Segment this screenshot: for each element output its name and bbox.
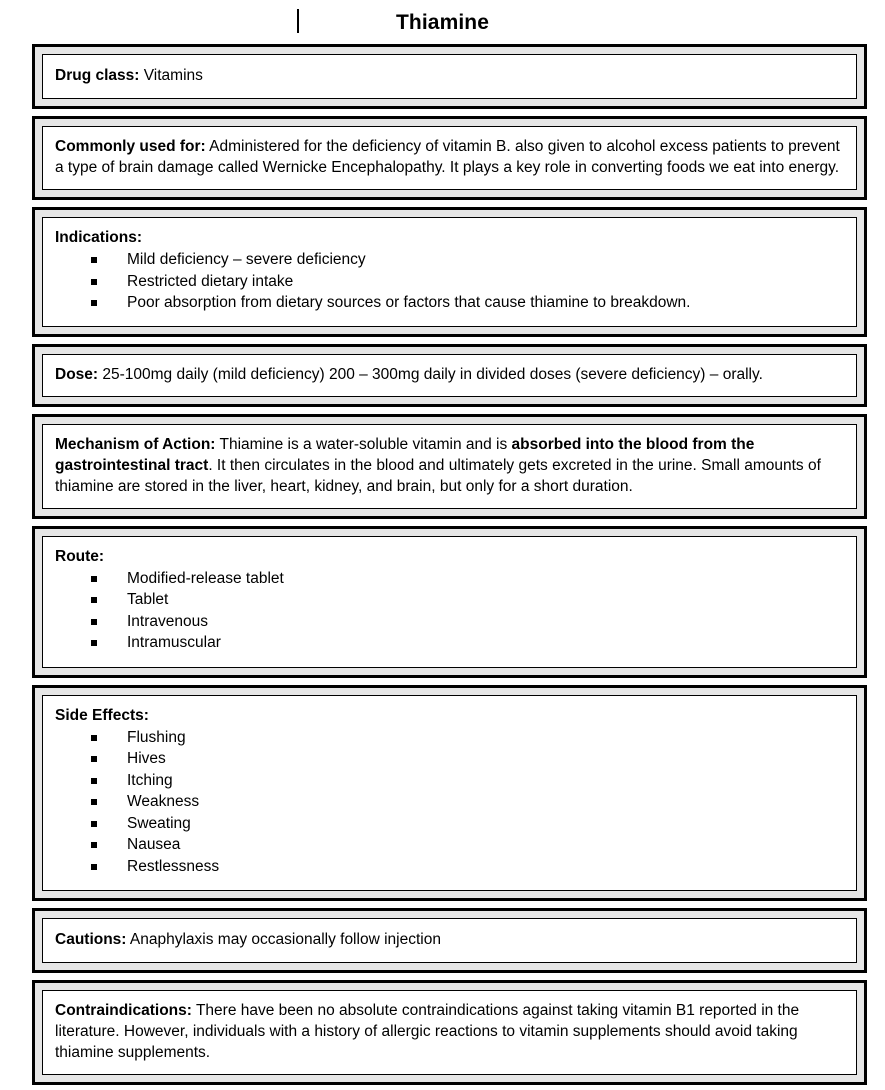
section-indications: [32, 207, 867, 337]
section-cautions-body: [42, 918, 857, 963]
list-item-label: Flushing: [127, 728, 186, 746]
bullet-square-icon: [91, 597, 97, 603]
bullet-square-icon: [91, 279, 97, 285]
list-item-label: Intramuscular: [127, 634, 221, 651]
list-item: [55, 856, 844, 878]
dose-value: 25-100mg daily (mild deficiency) 200 – 300mg daily in divided doses (severe deficiency) – orally.: [98, 365, 763, 383]
list-item: [55, 611, 844, 633]
bullet-square-icon: [91, 735, 97, 741]
contraindications-paragraph: [55, 1000, 844, 1063]
page-title: Thiamine: [396, 10, 489, 34]
text-caret: [297, 9, 299, 33]
list-item: [55, 748, 844, 770]
list-item-label: Mild deficiency – severe deficiency: [127, 251, 366, 268]
section-mechanism-of-action: [32, 414, 867, 519]
bullet-square-icon: [91, 257, 97, 263]
bullet-square-icon: [91, 842, 97, 848]
mechanism-of-action-paragraph: [55, 434, 844, 497]
list-item: [55, 770, 844, 792]
section-commonly-used-for-body: [42, 126, 857, 190]
dose-paragraph: [55, 364, 844, 385]
mechanism-of-action-text-after: . It then circulates in the blood and ultimately gets excreted in the urine. Small amounts of thiamine are stored in the liver, heart, kidney, and brain, but only for a short duration.: [55, 456, 821, 495]
drug-class-paragraph: [55, 65, 844, 86]
bullet-square-icon: [91, 799, 97, 805]
section-drug-class: [32, 44, 867, 109]
cautions-label: Cautions:: [55, 931, 127, 948]
section-commonly-used-for: [32, 116, 867, 200]
list-item: [55, 271, 844, 293]
list-item-label: Intravenous: [127, 612, 208, 630]
list-item: [55, 834, 844, 856]
drug-class-label: Drug class:: [55, 67, 140, 84]
sections-container: [0, 44, 885, 1085]
bullet-square-icon: [91, 576, 97, 582]
route-label: Route:: [55, 547, 105, 565]
section-side-effects: [32, 685, 867, 902]
list-item-label: Hives: [127, 750, 166, 767]
section-drug-class-body: [42, 54, 857, 99]
drug-class-value: Vitamins: [139, 67, 203, 84]
contraindications-value: There have been no absolute contraindications against taking vitamin B1 reported in the literature. However, individuals with a history of allergic reactions to vitamin supplements should avoid taking thiamine supplements.: [55, 1002, 800, 1061]
bullet-square-icon: [91, 756, 97, 762]
indications-list: [55, 249, 844, 314]
mechanism-of-action-label: Mechanism of Action:: [55, 435, 216, 453]
section-route-body: [42, 536, 857, 668]
mechanism-of-action-text-before: Thiamine is a water-soluble vitamin and is: [215, 435, 512, 453]
section-contraindications: [32, 980, 867, 1085]
bullet-square-icon: [91, 864, 97, 870]
list-item-label: Modified-release tablet: [127, 569, 284, 587]
commonly-used-for-label: Commonly used for:: [55, 138, 206, 155]
bullet-square-icon: [91, 619, 97, 625]
commonly-used-for-paragraph: [55, 136, 844, 178]
list-item: [55, 813, 844, 835]
section-dose-body: [42, 354, 857, 397]
list-item-label: Poor absorption from dietary sources or factors that cause thiamine to breakdown.: [127, 294, 691, 311]
section-route: [32, 526, 867, 678]
bullet-square-icon: [91, 300, 97, 306]
list-item-label: Tablet: [127, 591, 169, 608]
side-effects-list: [55, 727, 844, 878]
cautions-value: Anaphylaxis may occasionally follow injection: [126, 931, 441, 948]
section-contraindications-body: [42, 990, 857, 1075]
list-item-label: Nausea: [127, 836, 181, 853]
list-item: [55, 292, 844, 314]
cautions-paragraph: [55, 929, 844, 950]
bullet-square-icon: [91, 640, 97, 646]
list-item: [55, 727, 844, 749]
side-effects-label: Side Effects:: [55, 706, 149, 724]
contraindications-label: Contraindications:: [55, 1002, 192, 1019]
bullet-square-icon: [91, 778, 97, 784]
bullet-square-icon: [91, 821, 97, 827]
route-list: [55, 568, 844, 654]
list-item: [55, 589, 844, 611]
document-header: [0, 0, 885, 44]
mechanism-of-action-emphasis: absorbed into the blood from the gastrointestinal tract: [55, 435, 755, 474]
list-item: [55, 632, 844, 654]
section-cautions: [32, 908, 867, 973]
list-item-label: Sweating: [127, 814, 191, 832]
list-item-label: Restlessness: [127, 857, 220, 875]
section-indications-body: [42, 217, 857, 327]
list-item: [55, 249, 844, 271]
section-mechanism-of-action-body: [42, 424, 857, 509]
commonly-used-for-value: Administered for the deficiency of vitamin B. also given to alcohol excess patients to prevent a type of brain damage called Wernicke Encephalopathy. It plays a key role in converting foods we eat into energy.: [55, 138, 840, 176]
list-item-label: Itching: [127, 771, 173, 789]
list-item-label: Restricted dietary intake: [127, 272, 294, 290]
dose-label: Dose:: [55, 365, 99, 383]
section-dose: [32, 344, 867, 407]
list-item: [55, 568, 844, 590]
list-item: [55, 791, 844, 813]
section-side-effects-body: [42, 695, 857, 892]
list-item-label: Weakness: [127, 793, 200, 810]
indications-label: Indications:: [55, 229, 142, 246]
